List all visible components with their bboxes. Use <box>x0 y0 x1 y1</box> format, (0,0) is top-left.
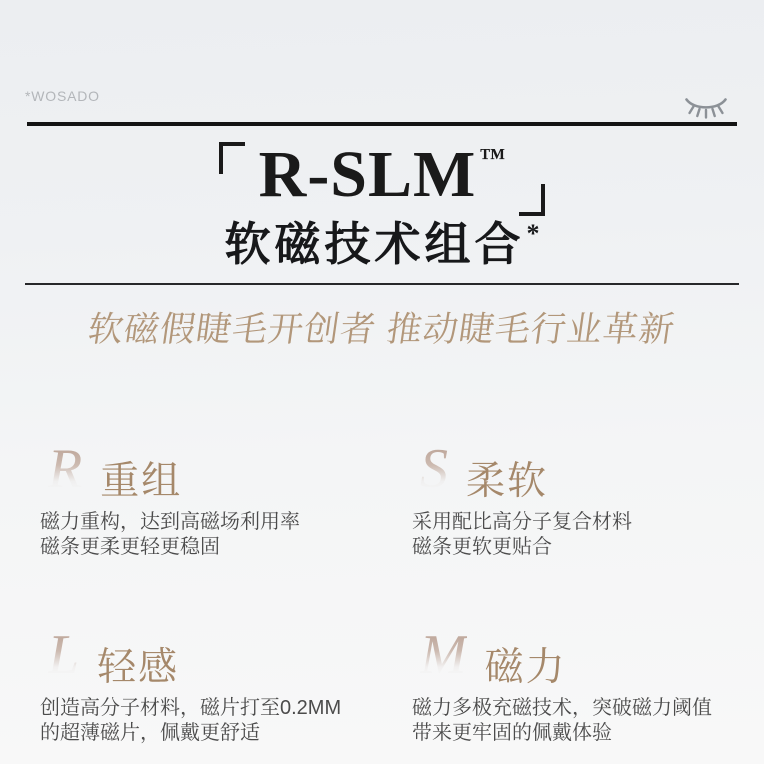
feature-desc-line2: 带来更牢固的佩戴体验 <box>412 722 612 744</box>
feature-desc-line1: 采用配比高分子复合材料 <box>412 511 632 533</box>
feature-soft <box>412 438 732 560</box>
feature-reorganize <box>40 438 412 560</box>
corner-bracket-open-icon <box>219 142 245 174</box>
feature-header <box>412 624 732 689</box>
feature-lightweight <box>40 624 412 746</box>
page-subtitle <box>0 220 764 271</box>
feature-letter-r: R <box>48 438 83 500</box>
feature-letter-s: S <box>420 438 448 500</box>
feature-title: 轻感 <box>97 646 180 689</box>
top-divider <box>27 122 737 126</box>
feature-letter-l: L <box>48 624 80 686</box>
feature-title: 柔软 <box>466 460 549 503</box>
feature-header <box>40 438 412 503</box>
brand-slogan: 软磁假睫毛开创者 推动睫毛行业革新 <box>85 310 678 349</box>
feature-desc-line2: 磁条更柔更轻更稳固 <box>40 536 220 558</box>
feature-header <box>412 438 732 503</box>
feature-title: 重组 <box>100 460 183 503</box>
feature-description <box>40 696 412 746</box>
feature-desc-line1: 创造高分子材料，磁片打至0.2MM <box>40 697 342 719</box>
feature-magnetic <box>412 624 732 746</box>
feature-header <box>40 624 412 689</box>
brand-logo: *WOSADO <box>25 88 100 104</box>
feature-title: 磁力 <box>484 646 567 689</box>
feature-description <box>412 510 732 560</box>
feature-description <box>40 510 412 560</box>
page-title <box>219 128 546 220</box>
feature-desc-line1: 磁力多极充磁技术，突破磁力阈值 <box>412 697 712 719</box>
closed-eye-lashes-icon <box>683 91 729 122</box>
feature-description <box>412 696 732 746</box>
subtitle-divider <box>25 283 739 285</box>
trademark-symbol: ™ <box>479 143 506 172</box>
corner-bracket-close-icon <box>519 184 545 216</box>
subtitle-text: 软磁技术组合 <box>224 219 525 270</box>
feature-desc-line2: 的超薄磁片，佩戴更舒适 <box>40 722 260 744</box>
subtitle-footnote-asterisk: * <box>526 219 540 248</box>
feature-letter-m: M <box>420 624 467 686</box>
feature-desc-line1: 磁力重构，达到高磁场利用率 <box>40 511 300 533</box>
title-block <box>0 128 764 271</box>
title-text: R-SLM <box>258 138 477 211</box>
feature-grid <box>40 438 732 746</box>
feature-desc-line2: 磁条更软更贴合 <box>412 536 552 558</box>
